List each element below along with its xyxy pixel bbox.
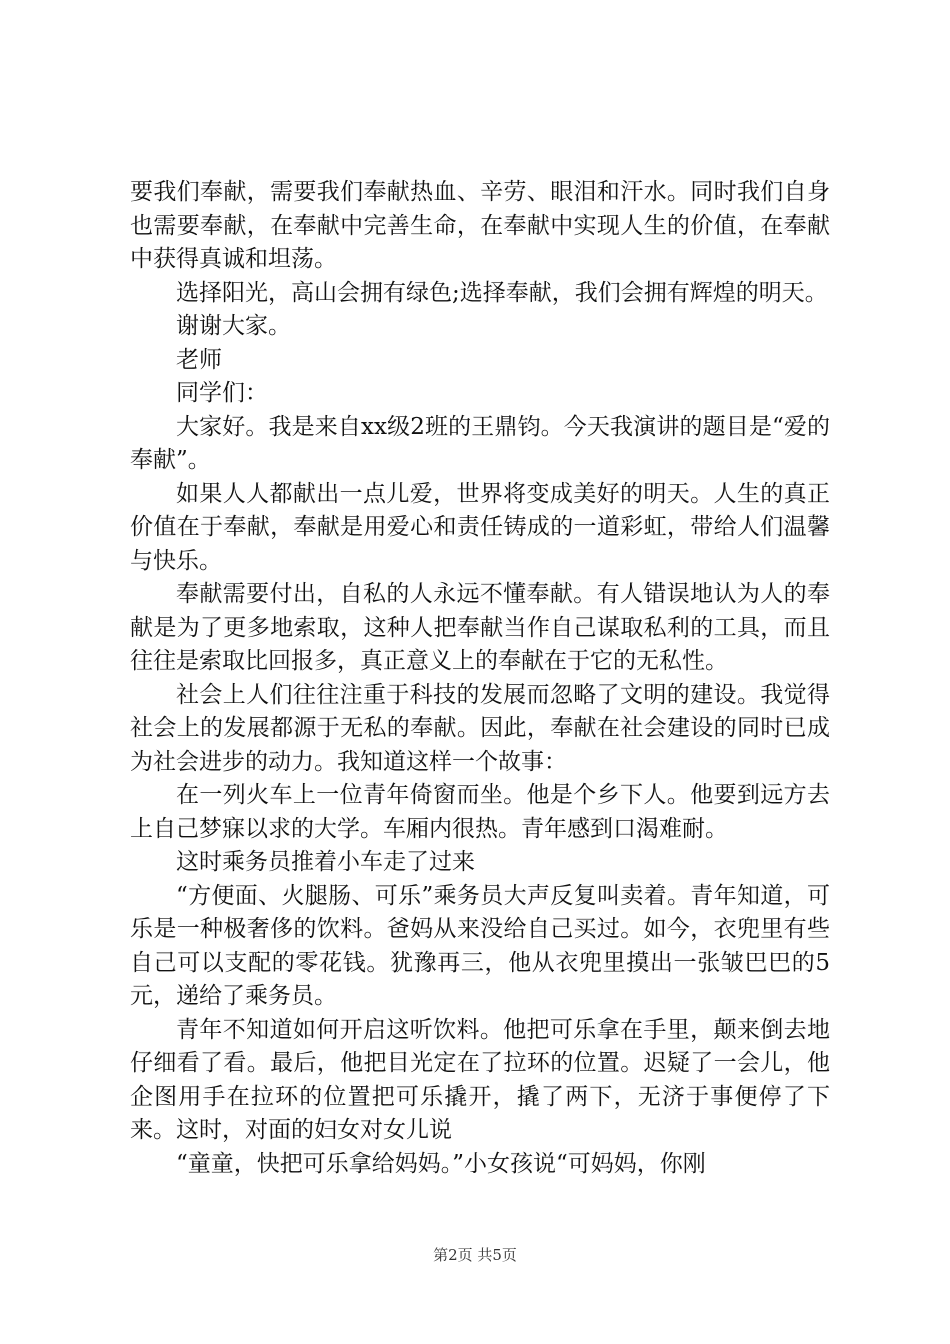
paragraph: 选择阳光，高山会拥有绿色;选择奉献，我们会拥有辉煌的明天。: [176, 279, 828, 306]
salutation-teachers: 老师: [176, 346, 222, 373]
paragraph: 在一列火车上一位青年倚窗而坐。他是个乡下人。他要到远方去上自己梦寐以求的大学。车厢内很热。青年感到口渴难耐。: [130, 782, 830, 842]
paragraph-continued: 要我们奉献，需要我们奉献热血、辛劳、眼泪和汗水。同时我们自身也需要奉献，在奉献中完善生命，在奉献中实现人生的价值，在奉献中获得真诚和坦荡。: [130, 179, 830, 272]
paragraph: 社会上人们往往注重于科技的发展而忽略了文明的建设。我觉得社会上的发展都源于无私的奉献。因此，奉献在社会建设的同时已成为社会进步的动力。我知道这样一个故事：: [130, 681, 830, 775]
paragraph: “童童，快把可乐拿给妈妈。”小女孩说“可妈妈，你刚: [176, 1150, 706, 1177]
paragraph: 青年不知道如何开启这听饮料。他把可乐拿在手里，颠来倒去地仔细看了看。最后，他把目光定在了拉环的位置。迟疑了一会儿，他企图用手在拉环的位置把可乐撬开，撬了两下，无济于事便停了下来。这时，对面的妇女对女儿说: [130, 1016, 830, 1143]
paragraph: 奉献需要付出，自私的人永远不懂奉献。有人错误地认为人的奉献是为了更多地索取，这种人把奉献当作自己谋取私利的工具，而且往往是索取比回报多，真正意义上的奉献在于它的无私性。: [130, 581, 830, 674]
document-body: [130, 176, 830, 1181]
salutation-students: 同学们：: [176, 380, 268, 406]
paragraph: 这时乘务员推着小车走了过来: [176, 849, 475, 875]
page-footer: 第2页 共5页: [433, 1246, 517, 1264]
paragraph: “方便面、火腿肠、可乐”乘务员大声反复叫卖着。青年知道，可乐是一种极奢侈的饮料。爸妈从来没给自己买过。如今，衣兜里有些自己可以支配的零花钱。犹豫再三，他从衣兜里摸出一张皱巴巴的5元，递给了乘务员。: [130, 882, 830, 1009]
paragraph: 如果人人都献出一点儿爱，世界将变成美好的明天。人生的真正价值在于奉献，奉献是用爱心和责任铸成的一道彩虹，带给人们温馨与快乐。: [130, 480, 830, 574]
closing-thanks: 谢谢大家。: [176, 313, 291, 339]
paragraph: 大家好。我是来自xx级2班的王鼎钧。今天我演讲的题目是“爱的奉献”。: [130, 413, 830, 473]
